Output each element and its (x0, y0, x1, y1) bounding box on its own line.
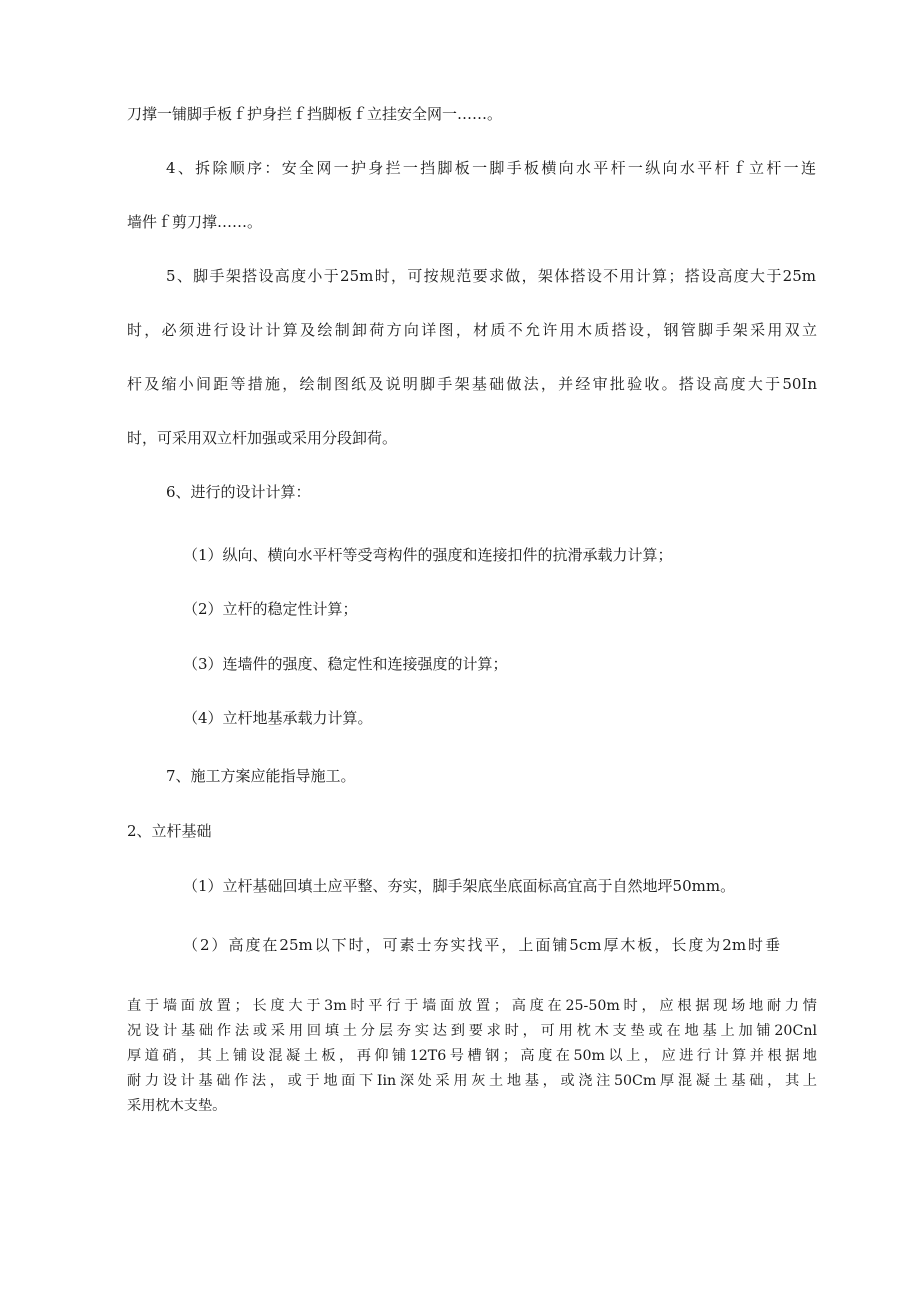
text-line-19: 厚道硝，其上铺设混凝土板，再仰铺12T6号槽钢；高度在50m以上，应进行计算并根据地 (127, 1048, 817, 1064)
text-line-8: 6、进行的设计计算： (166, 483, 311, 501)
text-line-12: （4）立杆地基承载力计算。 (183, 709, 373, 727)
text-line-4: 5、脚手架搭设高度小于25m时，可按规范要求做，架体搭设不用计算；搭设高度大于25m (166, 267, 816, 285)
text-line-10: （2）立杆的稳定性计算； (183, 600, 358, 618)
text-line-5: 时，必须进行设计计算及绘制卸荷方向详图，材质不允许用木质搭设，钢管脚手架采用双立 (127, 321, 817, 339)
section-heading: 2、立杆基础 (127, 822, 212, 840)
text-line-16: （2）高度在25m以下时，可素士夯实找平，上面铺5cm厚木板，长度为2m时垂 (183, 936, 780, 954)
text-line-3: 墙件ｆ剪刀撑……。 (127, 213, 263, 231)
text-line-13: 7、施工方案应能指导施工。 (166, 767, 356, 785)
text-line-15: （1）立杆基础回填土应平整、夯实，脚手架底坐底面标高宜高于自然地坪50mm。 (183, 877, 736, 895)
text-line-2: 4、拆除顺序：安全网一护身拦一挡脚板一脚手板横向水平杆一纵向水平杆ｆ立杆一连 (166, 159, 816, 177)
text-line-18: 况设计基础作法或采用回填土分层夯实达到要求时，可用枕木支垫或在地基上加铺20Cnl (127, 1023, 817, 1039)
text-line-21: 采用枕木支垫。 (127, 1098, 227, 1114)
text-line-20: 耐力设计基础作法，或于地面下Iin深处采用灰土地基，或浇注50Cm厚混凝土基础，其上 (127, 1073, 817, 1089)
text-line-6: 杆及缩小间距等措施，绘制图纸及说明脚手架基础做法，并经审批验收。搭设高度大于50In (127, 375, 817, 393)
text-line-11: （3）连墙件的强度、稳定性和连接强度的计算； (183, 655, 508, 673)
text-line-1: 刀撑一铺脚手板ｆ护身拦ｆ挡脚板ｆ立挂安全网一……。 (127, 105, 503, 123)
text-line-9: （1）纵向、横向水平杆等受弯构件的强度和连接扣件的抗滑承载力计算； (183, 546, 673, 564)
text-line-17: 直于墙面放置；长度大于3m时平行于墙面放置；高度在25-50m时，应根据现场地耐力情 (127, 998, 817, 1014)
text-line-7: 时，可采用双立杆加强或采用分段卸荷。 (127, 429, 398, 447)
